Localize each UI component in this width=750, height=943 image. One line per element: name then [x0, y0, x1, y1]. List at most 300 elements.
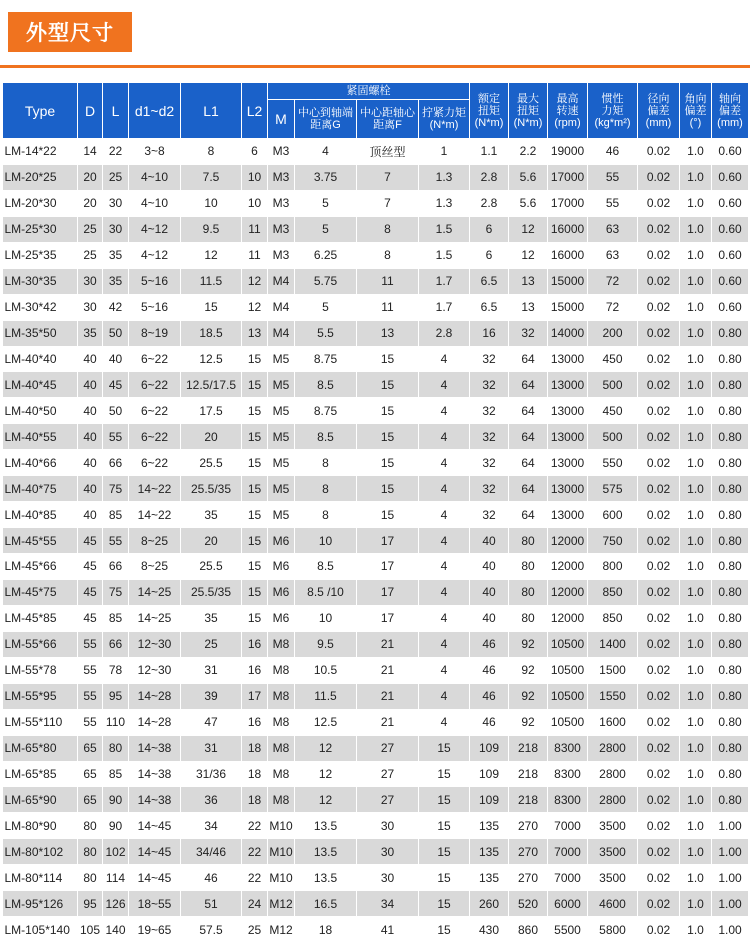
table-cell: 45	[78, 554, 103, 580]
table-cell: 15	[419, 891, 470, 917]
table-cell: 4	[419, 579, 470, 605]
table-cell: 17	[242, 683, 268, 709]
table-cell: M3	[268, 164, 295, 190]
table-cell: 8.5	[295, 424, 357, 450]
table-cell: 0.02	[638, 839, 680, 865]
table-row	[3, 813, 749, 839]
table-cell: 6.5	[470, 268, 509, 294]
table-cell: 13000	[548, 476, 588, 502]
table-cell: 0.02	[638, 813, 680, 839]
table-cell: 14~45	[129, 839, 181, 865]
table-cell: 0.80	[712, 554, 749, 580]
table-cell: 0.02	[638, 735, 680, 761]
table-row	[3, 605, 749, 631]
rated-line3: (N*m)	[474, 116, 504, 129]
table-cell: M8	[268, 761, 295, 787]
table-cell: 46	[181, 865, 242, 891]
table-cell: 8.5	[295, 372, 357, 398]
table-cell: 6~22	[129, 372, 181, 398]
table-cell: 1.0	[680, 242, 712, 268]
table-cell: 15	[357, 476, 419, 502]
table-cell: 11.5	[295, 683, 357, 709]
table-cell: 8	[357, 216, 419, 242]
table-cell: M4	[268, 294, 295, 320]
table-cell: 0.02	[638, 891, 680, 917]
table-cell: M6	[268, 605, 295, 631]
table-cell: 0.02	[638, 139, 680, 165]
table-cell: 0.80	[712, 787, 749, 813]
col-angular	[680, 83, 712, 139]
table-cell: 20	[78, 190, 103, 216]
table-cell: 13.5	[295, 839, 357, 865]
model-cell: LM-55*66	[3, 631, 78, 657]
table-cell: 18.5	[181, 320, 242, 346]
table-cell: 46	[470, 631, 509, 657]
table-cell: 64	[509, 476, 548, 502]
table-cell: 0.02	[638, 709, 680, 735]
table-cell: 15	[357, 372, 419, 398]
table-cell: 4	[419, 528, 470, 554]
table-cell: 1.0	[680, 683, 712, 709]
table-cell: 11	[357, 268, 419, 294]
table-cell: M4	[268, 268, 295, 294]
table-row	[3, 216, 749, 242]
table-cell: 4	[419, 398, 470, 424]
table-cell: M5	[268, 476, 295, 502]
table-cell: 25	[181, 631, 242, 657]
table-cell: 1.0	[680, 164, 712, 190]
table-cell: 95	[103, 683, 129, 709]
table-cell: 850	[588, 579, 638, 605]
model-cell: LM-20*30	[3, 190, 78, 216]
table-cell: 78	[103, 657, 129, 683]
table-row	[3, 709, 749, 735]
table-cell: 39	[181, 683, 242, 709]
table-cell: 80	[509, 528, 548, 554]
table-cell: 14000	[548, 320, 588, 346]
table-cell: 1.7	[419, 268, 470, 294]
table-cell: 4	[419, 605, 470, 631]
model-cell: LM-55*78	[3, 657, 78, 683]
table-row	[3, 579, 749, 605]
model-cell: LM-14*22	[3, 139, 78, 165]
table-cell: 0.80	[712, 320, 749, 346]
table-cell: 5~16	[129, 268, 181, 294]
table-cell: 1.0	[680, 476, 712, 502]
table-cell: 12.5/17.5	[181, 372, 242, 398]
table-cell: 6~22	[129, 398, 181, 424]
radial-line2: 偏差	[647, 104, 670, 117]
table-cell: 40	[470, 579, 509, 605]
table-cell: 4	[419, 424, 470, 450]
table-cell: 80	[509, 579, 548, 605]
table-row	[3, 528, 749, 554]
max-line1: 最大	[517, 92, 539, 105]
table-cell: M10	[268, 839, 295, 865]
table-cell: 1.0	[680, 839, 712, 865]
table-cell: 30	[78, 268, 103, 294]
table-cell: 25.5	[181, 450, 242, 476]
table-cell: 0.02	[638, 190, 680, 216]
table-row	[3, 839, 749, 865]
table-cell: 13000	[548, 346, 588, 372]
table-cell: M4	[268, 320, 295, 346]
table-cell: 1.0	[680, 761, 712, 787]
model-cell: LM-25*35	[3, 242, 78, 268]
table-cell: 15	[242, 476, 268, 502]
table-cell: 65	[78, 761, 103, 787]
speed-line3: (rpm)	[554, 116, 581, 129]
col-type: Type	[3, 83, 78, 139]
table-cell: 55	[588, 164, 638, 190]
table-cell: 35	[78, 320, 103, 346]
table-row	[3, 761, 749, 787]
table-cell: 0.80	[712, 735, 749, 761]
table-cell: 14~45	[129, 865, 181, 891]
table-cell: 22	[242, 839, 268, 865]
table-cell: M6	[268, 554, 295, 580]
table-cell: 2.2	[509, 139, 548, 165]
table-cell: 600	[588, 502, 638, 528]
model-cell: LM-65*80	[3, 735, 78, 761]
table-cell: 8300	[548, 761, 588, 787]
table-cell: 80	[509, 605, 548, 631]
table-row	[3, 787, 749, 813]
table-cell: 40	[78, 346, 103, 372]
table-cell: 218	[509, 735, 548, 761]
table-cell: 6~22	[129, 424, 181, 450]
axial-line1: 轴向	[719, 92, 741, 105]
table-cell: 90	[103, 813, 129, 839]
table-cell: 47	[181, 709, 242, 735]
table-cell: 0.80	[712, 657, 749, 683]
col-L1: L1	[181, 83, 242, 139]
torque-line1: 拧紧力矩	[422, 107, 466, 119]
table-cell: 0.02	[638, 268, 680, 294]
table-cell: 3500	[588, 813, 638, 839]
col-radial	[638, 83, 680, 139]
table-cell: M8	[268, 709, 295, 735]
table-cell: M5	[268, 398, 295, 424]
table-cell: 0.02	[638, 579, 680, 605]
table-cell: 6.25	[295, 242, 357, 268]
table-cell: 66	[103, 554, 129, 580]
table-cell: 109	[470, 787, 509, 813]
table-cell: 6	[470, 242, 509, 268]
table-cell: 17000	[548, 164, 588, 190]
table-cell: 15000	[548, 268, 588, 294]
table-cell: 16	[242, 631, 268, 657]
model-cell: LM-105*140	[3, 917, 78, 943]
col-G	[295, 100, 357, 139]
table-cell: 500	[588, 424, 638, 450]
radial-line1: 径向	[647, 92, 670, 105]
table-cell: 2800	[588, 761, 638, 787]
table-cell: 0.80	[712, 346, 749, 372]
table-cell: 6~22	[129, 450, 181, 476]
table-cell: 1.0	[680, 865, 712, 891]
table-cell: 14~25	[129, 605, 181, 631]
table-cell: 500	[588, 372, 638, 398]
table-cell: 0.60	[712, 216, 749, 242]
table-cell: 1.00	[712, 865, 749, 891]
table-cell: 15000	[548, 294, 588, 320]
table-cell: 520	[509, 891, 548, 917]
table-cell: 35	[103, 268, 129, 294]
table-cell: 8~25	[129, 528, 181, 554]
table-cell: 34	[357, 891, 419, 917]
table-cell: 72	[588, 268, 638, 294]
table-cell: 50	[103, 320, 129, 346]
table-cell: 1550	[588, 683, 638, 709]
table-cell: 12	[242, 294, 268, 320]
table-cell: 135	[470, 865, 509, 891]
table-cell: 4	[419, 709, 470, 735]
table-cell: 13	[357, 320, 419, 346]
model-cell: LM-65*90	[3, 787, 78, 813]
table-cell: 15	[357, 502, 419, 528]
table-cell: 8~19	[129, 320, 181, 346]
table-cell: 15	[419, 813, 470, 839]
table-cell: 30	[357, 813, 419, 839]
table-cell: 0.80	[712, 476, 749, 502]
table-cell: 8~25	[129, 554, 181, 580]
table-cell: 8	[295, 476, 357, 502]
table-cell: 32	[470, 502, 509, 528]
max-line2: 扭矩	[517, 104, 539, 117]
table-cell: 1	[419, 139, 470, 165]
table-cell: 64	[509, 450, 548, 476]
table-row	[3, 294, 749, 320]
table-cell: 218	[509, 787, 548, 813]
table-cell: 1.0	[680, 294, 712, 320]
table-cell: 3500	[588, 865, 638, 891]
table-cell: 27	[357, 761, 419, 787]
rated-line1: 额定	[478, 92, 500, 105]
col-D: D	[78, 83, 103, 139]
model-cell: LM-80*102	[3, 839, 78, 865]
table-cell: 13000	[548, 424, 588, 450]
torque-line2: (N*m)	[429, 119, 459, 131]
table-cell: 92	[509, 709, 548, 735]
table-cell: 8	[295, 450, 357, 476]
table-row	[3, 398, 749, 424]
table-cell: 13	[242, 320, 268, 346]
table-cell: 80	[78, 865, 103, 891]
table-cell: 40	[470, 605, 509, 631]
table-cell: 19000	[548, 139, 588, 165]
table-cell: 0.02	[638, 761, 680, 787]
table-cell: 0.02	[638, 320, 680, 346]
table-cell: 16000	[548, 216, 588, 242]
table-cell: 4600	[588, 891, 638, 917]
table-cell: 46	[588, 139, 638, 165]
table-cell: 1500	[588, 657, 638, 683]
table-cell: 16	[242, 657, 268, 683]
table-body	[3, 139, 749, 943]
table-cell: 3~8	[129, 139, 181, 165]
table-cell: 450	[588, 398, 638, 424]
table-cell: 8.75	[295, 398, 357, 424]
table-cell: 32	[470, 476, 509, 502]
table-cell: 31/36	[181, 761, 242, 787]
table-cell: 1.0	[680, 605, 712, 631]
table-row	[3, 865, 749, 891]
table-cell: 5.6	[509, 164, 548, 190]
table-cell: 55	[103, 528, 129, 554]
table-cell: 32	[470, 424, 509, 450]
table-cell: 11	[357, 294, 419, 320]
table-cell: 15	[181, 294, 242, 320]
table-cell: 34/46	[181, 839, 242, 865]
table-cell: 0.02	[638, 216, 680, 242]
table-cell: 4	[419, 683, 470, 709]
table-cell: 102	[103, 839, 129, 865]
table-cell: 13.5	[295, 865, 357, 891]
table-cell: 25	[78, 242, 103, 268]
angular-line3: (°)	[689, 116, 702, 129]
table-cell: 40	[470, 528, 509, 554]
model-cell: LM-25*30	[3, 216, 78, 242]
table-cell: 1.0	[680, 813, 712, 839]
table-row	[3, 554, 749, 580]
table-row	[3, 735, 749, 761]
table-cell: 1.0	[680, 709, 712, 735]
title-divider	[0, 65, 750, 68]
table-cell: M3	[268, 216, 295, 242]
table-cell: 1.0	[680, 268, 712, 294]
table-cell: 15	[242, 398, 268, 424]
table-cell: 25.5/35	[181, 476, 242, 502]
table-cell: 12000	[548, 579, 588, 605]
table-cell: 2.8	[419, 320, 470, 346]
table-cell: 8	[181, 139, 242, 165]
table-cell: 64	[509, 346, 548, 372]
table-cell: 57.5	[181, 917, 242, 943]
col-d1d2: d1~d2	[129, 83, 181, 139]
table-cell: 1.0	[680, 787, 712, 813]
table-cell: 105	[78, 917, 103, 943]
table-cell: 16	[470, 320, 509, 346]
model-cell: LM-45*66	[3, 554, 78, 580]
table-cell: 31	[181, 657, 242, 683]
table-cell: 90	[103, 787, 129, 813]
table-cell: 0.02	[638, 528, 680, 554]
inertia-line1: 惯性	[601, 92, 624, 105]
table-cell: 1.0	[680, 190, 712, 216]
table-cell: 4	[419, 450, 470, 476]
table-cell: 95	[78, 891, 103, 917]
table-cell: 15	[357, 398, 419, 424]
table-cell: 40	[470, 554, 509, 580]
table-cell: 1.00	[712, 917, 749, 943]
table-cell: 40	[103, 346, 129, 372]
table-row	[3, 268, 749, 294]
max-line3: (N*m)	[513, 116, 543, 129]
table-cell: 7000	[548, 865, 588, 891]
table-cell: 7000	[548, 839, 588, 865]
col-L: L	[103, 83, 129, 139]
table-cell: 12	[242, 268, 268, 294]
table-cell: 40	[78, 476, 103, 502]
F-line1: 中心距轴心	[360, 107, 415, 119]
table-cell: 750	[588, 528, 638, 554]
table-cell: M5	[268, 450, 295, 476]
table-row	[3, 242, 749, 268]
axial-line2: 偏差	[719, 104, 741, 117]
table-cell: 31	[181, 735, 242, 761]
table-cell: 135	[470, 839, 509, 865]
table-cell: 5.75	[295, 268, 357, 294]
table-cell: 2800	[588, 787, 638, 813]
table-cell: 25.5	[181, 554, 242, 580]
table-cell: 1.0	[680, 631, 712, 657]
table-cell: 45	[78, 579, 103, 605]
table-cell: 80	[78, 813, 103, 839]
table-cell: 0.02	[638, 554, 680, 580]
table-cell: 3500	[588, 839, 638, 865]
table-cell: 0.60	[712, 139, 749, 165]
table-cell: 12	[181, 242, 242, 268]
table-cell: 260	[470, 891, 509, 917]
table-cell: 85	[103, 605, 129, 631]
table-cell: 2800	[588, 735, 638, 761]
table-row	[3, 683, 749, 709]
table-cell: 5800	[588, 917, 638, 943]
table-cell: 0.02	[638, 450, 680, 476]
table-cell: M10	[268, 865, 295, 891]
table-cell: 80	[103, 735, 129, 761]
table-cell: 25	[242, 917, 268, 943]
table-cell: 4~10	[129, 190, 181, 216]
table-cell: 1.5	[419, 242, 470, 268]
G-line1: 中心到轴端	[298, 107, 353, 119]
table-cell: 0.60	[712, 294, 749, 320]
table-cell: 10	[242, 164, 268, 190]
table-cell: 0.60	[712, 268, 749, 294]
table-cell: 0.02	[638, 683, 680, 709]
table-cell: 12	[295, 735, 357, 761]
table-cell: 0.02	[638, 294, 680, 320]
table-cell: 17	[357, 579, 419, 605]
table-cell: 7	[357, 164, 419, 190]
model-cell: LM-30*42	[3, 294, 78, 320]
table-cell: 12000	[548, 554, 588, 580]
table-cell: 0.02	[638, 865, 680, 891]
table-cell: 15	[357, 450, 419, 476]
table-cell: 46	[470, 657, 509, 683]
table-cell: 18~55	[129, 891, 181, 917]
table-cell: 4~10	[129, 164, 181, 190]
table-cell: 12~30	[129, 631, 181, 657]
table-cell: 30	[78, 294, 103, 320]
col-max-torque	[509, 83, 548, 139]
table-cell: 12	[295, 761, 357, 787]
table-row	[3, 424, 749, 450]
table-cell: 1600	[588, 709, 638, 735]
table-cell: 135	[470, 813, 509, 839]
table-cell: 40	[78, 372, 103, 398]
table-cell: 126	[103, 891, 129, 917]
table-cell: 17000	[548, 190, 588, 216]
table-cell: 11.5	[181, 268, 242, 294]
table-cell: 18	[242, 787, 268, 813]
model-cell: LM-95*126	[3, 891, 78, 917]
table-cell: 13	[509, 294, 548, 320]
table-row	[3, 631, 749, 657]
col-M: M	[268, 100, 295, 139]
table-cell: 19~65	[129, 917, 181, 943]
